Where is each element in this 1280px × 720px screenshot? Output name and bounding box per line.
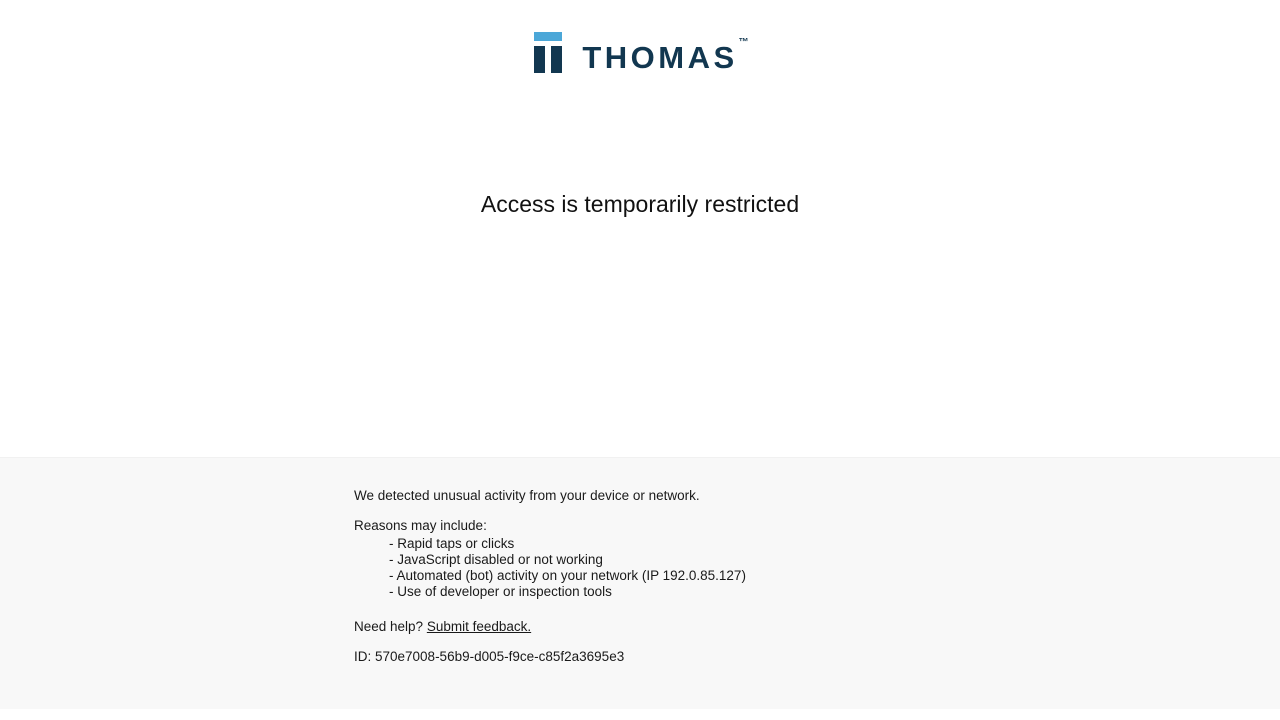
- page-title: Access is temporarily restricted: [480, 191, 800, 218]
- logo-accent-bar: [534, 32, 562, 41]
- reasons-intro: Reasons may include:: [354, 518, 487, 533]
- reason-item: - Automated (bot) activity on your network (IP 192.0.85.127): [389, 568, 746, 583]
- footer-content: [354, 488, 1234, 665]
- submit-feedback-link[interactable]: Submit feedback.: [426, 619, 532, 634]
- footer-panel: [0, 457, 1280, 709]
- brand-wordmark-text: THOMAS: [582, 40, 738, 75]
- help-prefix: Need help?: [354, 619, 424, 634]
- reason-item: - Use of developer or inspection tools: [389, 584, 612, 599]
- request-id: ID: 570e7008-56b9-d005-f9ce-c85f2a3695e3: [354, 649, 625, 664]
- reason-item: - JavaScript disabled or not working: [389, 552, 603, 567]
- thomas-ii-mark-icon: [532, 30, 568, 74]
- logo-pillar-left: [534, 46, 545, 73]
- reason-item: - Rapid taps or clicks: [389, 536, 515, 551]
- brand-wordmark: [582, 36, 749, 75]
- brand-logo: [0, 26, 1280, 74]
- reasons-list: [354, 536, 1234, 600]
- trademark-symbol: ™: [738, 36, 749, 48]
- help-line: [354, 619, 1234, 635]
- logo-pillar-right: [551, 46, 562, 73]
- detection-message: We detected unusual activity from your device or network.: [354, 488, 700, 503]
